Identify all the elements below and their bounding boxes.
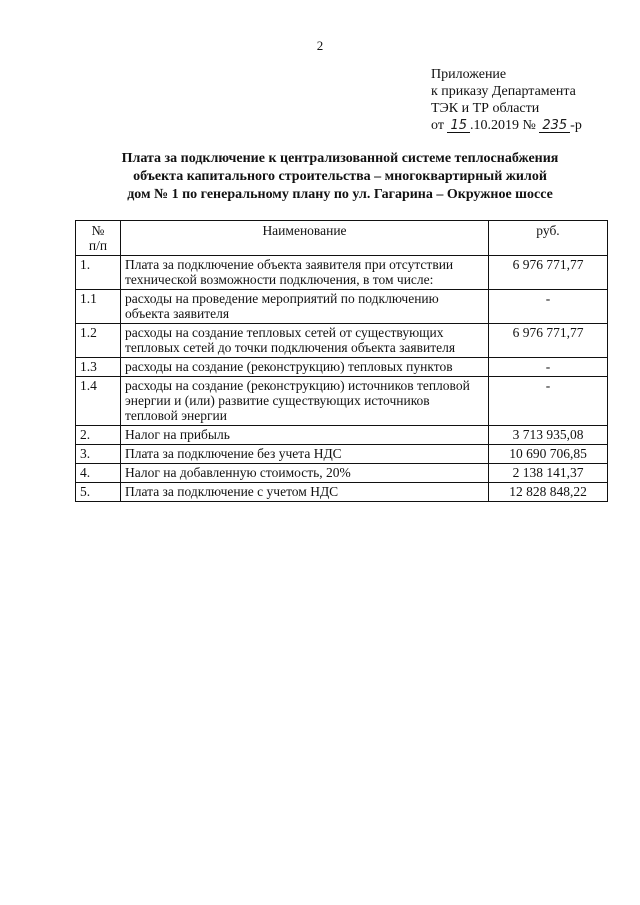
appendix-line-3: ТЭК и ТР области xyxy=(431,101,540,116)
row-num: 5. xyxy=(76,483,121,502)
header-num xyxy=(76,221,121,256)
row-name: расходы на создание тепловых сетей от существующих тепловых сетей до точки подключения объекта заявителя xyxy=(121,324,489,358)
row-name: расходы на проведение мероприятий по подключению объекта заявителя xyxy=(121,290,489,324)
date-prefix: от xyxy=(431,118,444,133)
table-row xyxy=(76,483,608,502)
row-name: Плата за подключение объекта заявителя при отсутствии технической возможности подключения, в том числе: xyxy=(121,256,489,290)
table-header-row xyxy=(76,221,608,256)
title-line-2: объекта капитального строительства – многоквартирный жилой xyxy=(133,169,547,184)
header-num-line-2: п/п xyxy=(88,238,108,253)
order-suffix: -р xyxy=(570,118,582,133)
order-date-line xyxy=(431,117,582,134)
row-num: 4. xyxy=(76,464,121,483)
row-sum: 10 690 706,85 xyxy=(489,445,608,464)
fee-table xyxy=(75,220,608,502)
row-sum: 2 138 141,37 xyxy=(489,464,608,483)
row-num: 2. xyxy=(76,426,121,445)
row-num: 1. xyxy=(76,256,121,290)
table-row xyxy=(76,358,608,377)
row-name: расходы на создание (реконструкцию) источников тепловой энергии и (или) развитие существующих источников тепловой энергии xyxy=(121,377,489,426)
title-line-1: Плата за подключение к централизованной системе теплоснабжения xyxy=(121,151,559,166)
row-name: расходы на создание (реконструкцию) тепловых пунктов xyxy=(121,358,489,377)
row-num: 1.2 xyxy=(76,324,121,358)
row-sum: 6 976 771,77 xyxy=(489,256,608,290)
handwritten-order-number: 235 xyxy=(539,119,570,133)
row-num: 1.1 xyxy=(76,290,121,324)
header-sum: руб. xyxy=(489,221,608,256)
handwritten-day: 15 xyxy=(447,119,470,133)
table-row xyxy=(76,324,608,358)
row-num: 1.3 xyxy=(76,358,121,377)
table-row xyxy=(76,464,608,483)
table-row xyxy=(76,377,608,426)
row-sum: - xyxy=(489,290,608,324)
row-name: Налог на добавленную стоимость, 20% xyxy=(121,464,489,483)
row-name: Налог на прибыль xyxy=(121,426,489,445)
table-row xyxy=(76,445,608,464)
row-sum: - xyxy=(489,358,608,377)
date-rest: .10.2019 № xyxy=(469,118,536,133)
row-num: 3. xyxy=(76,445,121,464)
row-num: 1.4 xyxy=(76,377,121,426)
row-sum: 6 976 771,77 xyxy=(489,324,608,358)
header-num-line-1: № xyxy=(91,223,105,238)
title-line-3: дом № 1 по генеральному плану по ул. Гагарина – Окружное шоссе xyxy=(127,187,553,202)
appendix-line-1: Приложение xyxy=(431,67,507,82)
header-name: Наименование xyxy=(121,221,489,256)
table-row xyxy=(76,256,608,290)
page-number: 2 xyxy=(316,38,324,53)
row-sum: 12 828 848,22 xyxy=(489,483,608,502)
row-sum: 3 713 935,08 xyxy=(489,426,608,445)
table-row xyxy=(76,290,608,324)
appendix-header xyxy=(431,66,582,134)
row-name: Плата за подключение с учетом НДС xyxy=(121,483,489,502)
table-row xyxy=(76,426,608,445)
row-sum: - xyxy=(489,377,608,426)
row-name: Плата за подключение без учета НДС xyxy=(121,445,489,464)
appendix-line-2: к приказу Департамента xyxy=(431,84,576,99)
document-title xyxy=(60,150,620,204)
